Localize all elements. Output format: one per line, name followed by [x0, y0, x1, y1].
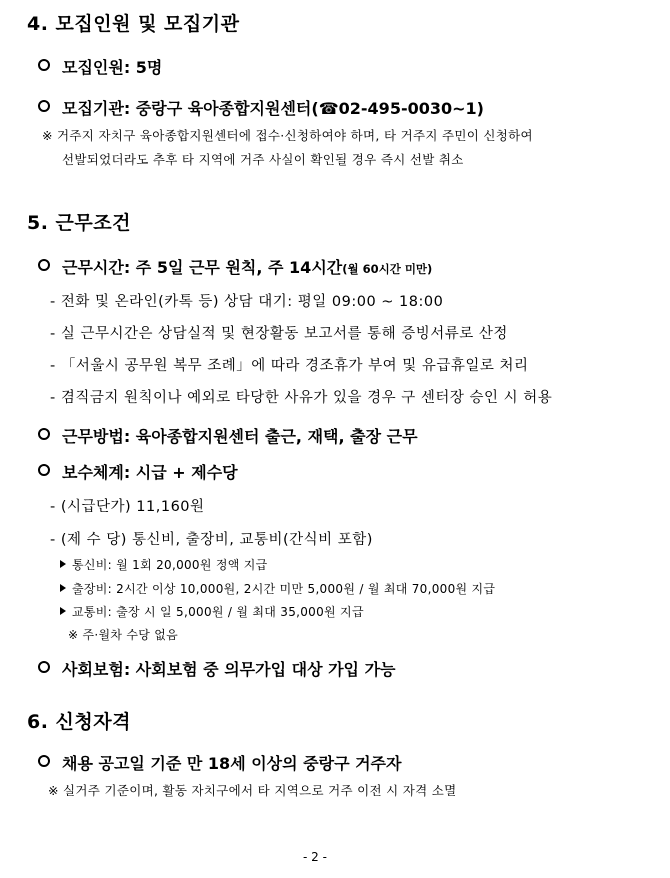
agency-text: 모집기관: 중랑구 육아종합지원센터(: [62, 99, 319, 118]
insurance-item: [38, 657, 396, 680]
allowance-travel: 출장비: 2시간 이상 10,000원, 2시간 미만 5,000원 / 월 최대 70,000원 지급: [60, 580, 495, 597]
allowance-note: ※ 주·월차 수당 없음: [68, 628, 179, 642]
section-5-title: 5. 근무조건: [27, 212, 131, 234]
triangle-bullet-icon: [60, 584, 66, 592]
circle-bullet-icon: [38, 755, 50, 767]
residence-note-line-2: 선발되었더라도 추후 타 지역에 거주 사실이 확인될 경우 즉시 선발 취소: [62, 152, 464, 167]
qualification-text: 채용 공고일 기준 만 18세 이상의 중랑구 거주자: [62, 754, 402, 773]
circle-bullet-icon: [38, 661, 50, 673]
section-4-title: 4. 모집인원 및 모집기관: [27, 13, 240, 35]
work-hours-text: 근무시간: 주 5일 근무 원칙, 주 14시간: [62, 258, 343, 277]
insurance-text: 사회보험: 사회보험 중 의무가입 대상 가입 가능: [62, 660, 396, 679]
headcount-text: 모집인원: 5명: [62, 58, 163, 77]
page-number: - 2 -: [303, 850, 327, 864]
work-hours-detail-2: - 실 근무시간은 상담실적 및 현장활동 보고서를 통해 증빙서류로 산정: [50, 326, 508, 342]
pay-item: [38, 460, 238, 483]
work-method-text: 근무방법: 육아종합지원센터 출근, 재택, 출장 근무: [62, 427, 418, 446]
circle-bullet-icon: [38, 59, 50, 71]
work-hours-detail-4: - 겸직금지 원칙이나 예외로 타당한 사유가 있을 경우 구 센터장 승인 시 허용: [50, 390, 553, 406]
allowance-communication: 통신비: 월 1회 20,000원 정액 지급: [60, 556, 268, 573]
agency-item: [38, 96, 484, 119]
circle-bullet-icon: [38, 464, 50, 476]
triangle-bullet-icon: [60, 560, 66, 568]
triangle-bullet-icon: [60, 607, 66, 615]
circle-bullet-icon: [38, 100, 50, 112]
allowances-summary: - (제 수 당) 통신비, 출장비, 교통비(간식비 포함): [50, 532, 373, 548]
work-hours-item: [38, 255, 432, 278]
circle-bullet-icon: [38, 428, 50, 440]
qualification-note: ※ 실거주 기준이며, 활동 자치구에서 타 지역으로 거주 이전 시 자격 소멸: [48, 783, 457, 798]
work-hours-limit: (월 60시간 미만): [342, 262, 433, 276]
circle-bullet-icon: [38, 259, 50, 271]
work-hours-detail-3: - 「서울시 공무원 복무 조례」에 따라 경조휴가 부여 및 유급휴일로 처리: [50, 358, 529, 374]
section-6-title: 6. 신청자격: [27, 711, 131, 733]
headcount-item: [38, 55, 162, 78]
agency-phone: 02-495-0030~1): [338, 99, 484, 118]
hourly-rate: - (시급단가) 11,160원: [50, 499, 205, 515]
allowance-transport: 교통비: 출장 시 일 5,000원 / 월 최대 35,000원 지급: [60, 603, 364, 620]
residence-note-line-1: ※ 거주지 자치구 육아종합지원센터에 접수·신청하여야 하며, 타 거주지 주민이 신청하여: [42, 128, 533, 143]
work-method-item: [38, 424, 418, 447]
pay-text: 보수체계: 시급 + 제수당: [62, 463, 238, 482]
phone-icon: ☎: [318, 99, 339, 118]
qualification-item: [38, 751, 401, 774]
work-hours-detail-1: - 전화 및 온라인(카톡 등) 상담 대기: 평일 09:00 ~ 18:00: [50, 294, 444, 310]
